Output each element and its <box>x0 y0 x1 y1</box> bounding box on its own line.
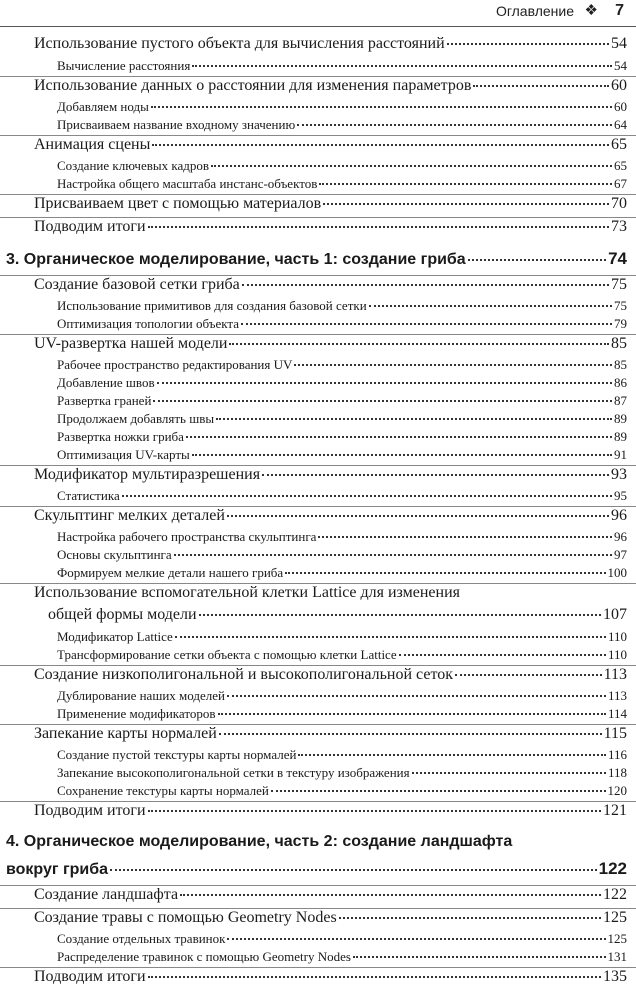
toc-entry-title[interactable]: Оптимизация UV-карты <box>57 447 190 462</box>
toc-entry-title[interactable]: Сохранение текстуры карты нормалей <box>57 783 269 798</box>
toc-section[interactable] <box>0 724 636 747</box>
toc-entry-title[interactable]: Запекание высокополигональной сетки в текстуру изображения <box>57 765 410 780</box>
toc-section[interactable] <box>0 908 636 931</box>
toc-section[interactable] <box>0 665 636 688</box>
dot-leader <box>218 713 606 715</box>
toc-entry-title[interactable]: Создание пустой текстуры карты нормалей <box>57 747 297 762</box>
toc-page-number[interactable]: 120 <box>607 783 627 798</box>
toc-page-number[interactable]: 60 <box>611 77 627 94</box>
toc-subsection[interactable] <box>0 117 636 135</box>
dot-leader <box>148 810 601 812</box>
dot-leader <box>319 183 612 185</box>
dot-leader <box>186 436 612 438</box>
toc-subsection[interactable] <box>0 99 636 117</box>
toc-subsection[interactable] <box>0 447 636 465</box>
toc-entry-title[interactable]: вокруг гриба <box>6 861 109 878</box>
toc-entry-title[interactable]: Подводим итоги <box>34 968 146 985</box>
toc-page-number[interactable]: 89 <box>614 429 627 444</box>
dot-leader <box>151 106 612 108</box>
dot-leader <box>192 454 612 456</box>
toc-page-number[interactable]: 113 <box>607 688 627 703</box>
toc-subsection[interactable] <box>0 393 636 411</box>
toc-section[interactable] <box>0 465 636 488</box>
dot-leader <box>271 790 606 792</box>
toc-subsection[interactable] <box>0 931 636 949</box>
toc-entry-title[interactable]: Запекание карты нормалей <box>34 725 217 742</box>
dot-leader <box>412 772 606 774</box>
toc-page-number[interactable]: 121 <box>603 802 627 819</box>
toc-entry-title[interactable]: Создание отдельных травинок <box>57 931 226 946</box>
dot-leader <box>175 636 606 638</box>
toc-entry-title[interactable]: 4. Органическое моделирование, часть 2: создание ландшафта <box>6 833 513 850</box>
toc-entry-title[interactable]: Использование пустого объекта для вычисления расстояний <box>34 35 445 52</box>
toc-subsection[interactable] <box>0 316 636 334</box>
toc-page-number[interactable]: 100 <box>607 565 627 580</box>
dot-leader <box>152 144 609 146</box>
dot-leader <box>227 695 606 697</box>
dot-leader <box>447 43 609 45</box>
toc-section[interactable] <box>0 217 636 240</box>
toc-page-number[interactable]: 64 <box>614 117 627 132</box>
dot-leader <box>455 674 602 676</box>
toc-section[interactable] <box>0 135 636 158</box>
toc-entry-title[interactable]: Добавляем ноды <box>57 99 149 114</box>
toc-entry-title[interactable]: Развертка ножки гриба <box>57 429 184 444</box>
toc-page-number[interactable]: 74 <box>608 249 627 268</box>
dot-leader <box>192 65 612 67</box>
toc-page-number[interactable]: 70 <box>611 195 627 212</box>
dot-leader <box>110 869 597 871</box>
toc-entry-title[interactable]: Создание травы с помощью Geometry Nodes <box>34 909 337 926</box>
toc-entry-title[interactable]: Настройка рабочего пространства скульптинга <box>57 529 317 544</box>
dot-leader <box>298 754 606 756</box>
toc-entry-title[interactable]: Создание ключевых кадров <box>57 158 209 173</box>
toc-entry-title[interactable]: Распределение травинок с помощью Geometry Nodes <box>57 949 351 964</box>
dot-leader <box>219 733 602 735</box>
toc-section-line <box>0 583 636 606</box>
toc-entry-title[interactable]: Развертка граней <box>57 393 152 408</box>
toc-section[interactable] <box>0 35 636 58</box>
toc-chapter[interactable] <box>0 249 636 275</box>
dot-leader <box>297 124 612 126</box>
toc-page-number[interactable]: 60 <box>614 99 627 114</box>
toc-entry-title[interactable]: Создание низкополигональной и высокополигональной сеток <box>34 666 454 683</box>
dot-leader <box>369 305 612 307</box>
toc-subsection[interactable] <box>0 298 636 316</box>
toc-subsection[interactable] <box>0 529 636 547</box>
toc-chapter[interactable] <box>0 859 636 885</box>
dot-leader <box>153 400 612 402</box>
dot-leader <box>399 654 606 656</box>
dot-leader <box>122 495 612 497</box>
ornament-icon: ❖ <box>584 3 598 19</box>
dot-leader <box>285 572 605 574</box>
toc-page-number[interactable]: 110 <box>607 629 627 644</box>
dot-leader <box>339 917 601 919</box>
toc-subsection[interactable] <box>0 765 636 783</box>
toc-subsection[interactable] <box>0 629 636 647</box>
toc-page-number[interactable]: 122 <box>603 886 627 903</box>
toc-page-number[interactable]: 85 <box>611 335 627 352</box>
toc-entry-title[interactable]: Оптимизация топологии объекта <box>57 316 240 331</box>
toc-subsection[interactable] <box>0 647 636 665</box>
toc-section[interactable] <box>0 194 636 217</box>
toc-entry-title[interactable]: Подводим итоги <box>34 218 146 235</box>
toc-page-number[interactable]: 54 <box>614 58 627 73</box>
toc-page-number[interactable]: 65 <box>611 136 627 153</box>
toc-entry-title[interactable]: Модификатор Lattice <box>57 629 173 644</box>
toc-subsection[interactable] <box>0 488 636 506</box>
toc-page-number[interactable]: 95 <box>614 488 627 503</box>
toc-page-number[interactable]: 67 <box>614 176 627 191</box>
toc-page-number[interactable]: 89 <box>614 411 627 426</box>
dot-leader <box>294 364 612 366</box>
toc-page-number[interactable]: 135 <box>603 968 627 985</box>
toc-page-number[interactable]: 113 <box>603 666 627 683</box>
dot-leader <box>241 323 612 325</box>
toc-entry-title[interactable]: Присваиваем цвет с помощью материалов <box>34 195 322 212</box>
chapter-gap <box>0 240 636 249</box>
toc-entry-title[interactable]: Подводим итоги <box>34 802 146 819</box>
toc-page-number[interactable]: 122 <box>598 859 627 878</box>
dot-leader <box>473 85 609 87</box>
toc-entry-title[interactable]: 3. Органическое моделирование, часть 1: создание гриба <box>6 251 466 268</box>
toc-entry-title[interactable]: Создание базовой сетки гриба <box>34 276 240 293</box>
toc-page-number[interactable]: 96 <box>614 529 627 544</box>
toc-entry-title[interactable]: Добавление швов <box>57 375 155 390</box>
header-page-number: 7 <box>615 2 624 19</box>
toc-entry-title[interactable]: Трансформирование сетки объекта с помощью клетки Lattice <box>57 647 397 662</box>
toc-page-number[interactable]: 75 <box>614 298 627 313</box>
toc-entry-title[interactable]: Использование вспомогательной клетки Lattice для изменения <box>34 584 460 601</box>
toc-entry-title[interactable]: Дублирование наших моделей <box>57 688 225 703</box>
toc-entry-title[interactable]: Применение модификаторов <box>57 706 216 721</box>
dot-leader <box>180 894 601 896</box>
toc-page-number[interactable]: 115 <box>603 725 627 742</box>
toc-section[interactable] <box>0 334 636 357</box>
toc-subsection[interactable] <box>0 58 636 76</box>
toc-entry-title[interactable]: Присваиваем название входному значению <box>57 117 296 132</box>
toc-subsection[interactable] <box>0 783 636 801</box>
toc-entry-title[interactable]: Скульптинг мелких деталей <box>34 507 225 524</box>
toc-page-number[interactable]: 107 <box>603 606 627 623</box>
toc-section[interactable] <box>0 967 636 990</box>
dot-leader <box>262 474 609 476</box>
dot-leader <box>227 938 605 940</box>
header-title: Оглавление <box>495 3 574 19</box>
toc-page-number[interactable]: 91 <box>614 447 627 462</box>
toc-page-number[interactable]: 65 <box>614 158 627 173</box>
toc-page-number[interactable]: 131 <box>607 949 627 964</box>
dot-leader <box>318 536 612 538</box>
toc-section[interactable] <box>0 606 636 629</box>
toc-page-number[interactable]: 93 <box>611 466 627 483</box>
toc-section[interactable] <box>0 76 636 99</box>
toc-page-number[interactable]: 125 <box>603 909 627 926</box>
toc-subsection[interactable] <box>0 357 636 375</box>
dot-leader <box>353 956 606 958</box>
toc-page-number[interactable]: 75 <box>611 276 627 293</box>
toc-entry-title[interactable]: Использование примитивов для создания базовой сетки <box>57 298 367 313</box>
toc-subsection[interactable] <box>0 411 636 429</box>
chapter-gap <box>0 824 636 833</box>
toc-page-number[interactable]: 114 <box>607 706 627 721</box>
toc-subsection[interactable] <box>0 158 636 176</box>
toc-entry-title[interactable]: Создание ландшафта <box>34 886 179 903</box>
dot-leader <box>323 203 609 205</box>
toc-page-number[interactable]: 87 <box>614 393 627 408</box>
toc-entry-title[interactable]: общей формы модели <box>48 606 197 623</box>
dot-leader <box>157 382 612 384</box>
dot-leader <box>148 976 601 978</box>
toc-page-number[interactable]: 79 <box>614 316 627 331</box>
toc-subsection[interactable] <box>0 565 636 583</box>
toc-entry-title[interactable]: Модификатор мультиразрешения <box>34 466 261 483</box>
toc-entry-title[interactable]: Статистика <box>57 488 120 503</box>
toc-entry-title[interactable]: Формируем мелкие детали нашего гриба <box>57 565 284 580</box>
toc-subsection[interactable] <box>0 949 636 967</box>
dot-leader <box>148 226 609 228</box>
toc-page-number[interactable]: 54 <box>611 35 627 52</box>
toc-entry-title[interactable]: UV-развертка нашей модели <box>34 335 228 352</box>
toc-subsection[interactable] <box>0 747 636 765</box>
dot-leader <box>242 284 609 286</box>
toc-entry-title[interactable]: Вычисление расстояния <box>57 58 191 73</box>
toc-page-number[interactable]: 110 <box>607 647 627 662</box>
toc-section[interactable] <box>0 275 636 298</box>
toc-page-number[interactable]: 116 <box>607 747 627 762</box>
dot-leader <box>211 165 612 167</box>
toc-page-number[interactable]: 97 <box>614 547 627 562</box>
dot-leader <box>199 614 601 616</box>
dot-leader <box>216 418 612 420</box>
dot-leader <box>227 515 609 517</box>
toc-entry-title[interactable]: Использование данных о расстоянии для изменения параметров <box>34 77 472 94</box>
toc-page-number[interactable]: 85 <box>614 357 627 372</box>
toc-entry-title[interactable]: Продолжаем добавлять швы <box>57 411 215 426</box>
dot-leader <box>229 343 609 345</box>
toc-subsection[interactable] <box>0 176 636 194</box>
toc-entry-title[interactable]: Настройка общего масштаба инстанс-объектов <box>57 176 318 191</box>
page-header <box>0 0 636 27</box>
table-of-contents <box>0 35 636 990</box>
toc-chapter-line <box>0 833 636 859</box>
toc-subsection[interactable] <box>0 547 636 565</box>
toc-entry-title[interactable]: Анимация сцены <box>34 136 151 153</box>
toc-page-number[interactable]: 125 <box>607 931 627 946</box>
toc-entry-title[interactable]: Рабочее пространство редактирования UV <box>57 357 293 372</box>
toc-subsection[interactable] <box>0 375 636 393</box>
toc-section[interactable] <box>0 506 636 529</box>
toc-page-number[interactable]: 86 <box>614 375 627 390</box>
toc-subsection[interactable] <box>0 706 636 724</box>
toc-entry-title[interactable]: Основы скульптинга <box>57 547 172 562</box>
toc-subsection[interactable] <box>0 688 636 706</box>
dot-leader <box>174 554 612 556</box>
toc-page-number[interactable]: 118 <box>607 765 627 780</box>
dot-leader <box>468 259 606 261</box>
toc-page-number[interactable]: 96 <box>611 507 627 524</box>
toc-page-number[interactable]: 73 <box>611 218 627 235</box>
toc-subsection[interactable] <box>0 429 636 447</box>
toc-section[interactable] <box>0 801 636 824</box>
toc-section[interactable] <box>0 885 636 908</box>
